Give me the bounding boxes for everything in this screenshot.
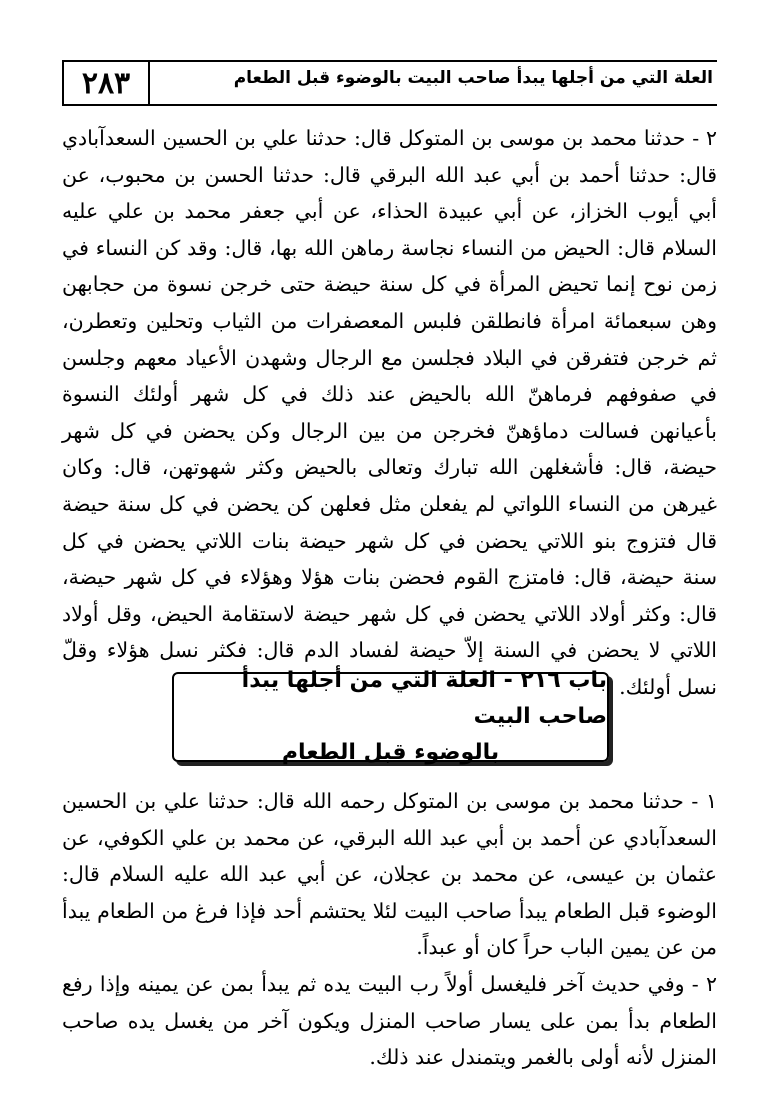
- page-header: [62, 60, 717, 106]
- hadith-paragraph-2: ١ - حدثنا محمد بن موسى بن المتوكل رحمه الله قال: حدثنا علي بن الحسين السعدآبادي عن أحمد بن أبي عبد الله البرقي، عن محمد بن علي الكوفي، عن عثمان بن عيسى، عن محمد بن عجلان، عن أبي عبد الله عليه السلام قال: الوضوء قبل الطعام يبدأ صاحب البيت لئلا يحتشم أحد فإذا فرغ من الطعام يبدأ من عن يمين الباب حراً كان أو عبداً.: [62, 789, 717, 960]
- chapter-heading-box: [172, 668, 609, 765]
- hadith-paragraph-3: ٢ - وفي حديث آخر فليغسل أولاً رب البيت يده ثم يبدأ بمن عن يمينه وإذا رفع الطعام بدأ بمن على يسار صاحب المنزل ويكون آخر من يغسل يده صاحب المنزل لأنه أولى بالغمر ويتمندل عند ذلك.: [62, 972, 717, 1070]
- running-title: العلة التي من أجلها يبدأ صاحب البيت بالوضوء قبل الطعام: [233, 68, 713, 88]
- page-number: ٢٨٣: [62, 60, 150, 106]
- chapter-heading-line-1: باب ٢١٦ - العلة التي من أجلها يبدأ صاحب البيت: [241, 668, 607, 729]
- chapter-heading-line-2: بالوضوء قبل الطعام: [281, 740, 500, 765]
- hadith-paragraph-1: ٢ - حدثنا محمد بن موسى بن المتوكل قال: حدثنا علي بن الحسين السعدآبادي قال: حدثنا أحمد بن أبي عبد الله البرقي قال: حدثنا الحسن بن محبوب، عن أبي أيوب الخزاز، عن أبي عبيدة الحذاء، عن أبي جعفر محمد بن علي عليه السلام قال: الحيض من النساء نجاسة رماهن الله بها، قال: وقد كن النساء في زمن نوح إنما تحيض المرأة في كل سنة حيضة حتى خرجن نسوة من حجابهن وهن سبعمائة امرأة فانطلقن فلبس المعصفرات من الثياب وتحلين وتعطرن، ثم خرجن فتفرقن في البلاد فجلسن مع الرجال وشهدن الأعياد معهم وجلسن في صفوفهم فرماهنّ الله بالحيض عند ذلك في كل شهر أولئك النسوة بأعيانهن فسالت دماؤهنّ فخرجن من بين الرجال وكن يحضن في كل شهر حيضة، قال: فأشغلهن الله تبارك وتعالى بالحيض وكثر شهوتهن، قال: وكان غيرهن من النساء اللواتي لم يفعلن مثل فعلهن كن يحضن في كل سنة حيضة قال فتزوج بنو اللاتي يحضن في كل شهر حيضة بنات اللاتي يحضن في كل سنة حيضة، قال: فامتزج القوم فحضن بنات هؤلا وهؤلاء في كل شهر حيضة، قال: وكثر أولاد اللاتي يحضن في كل شهر حيضة لاستقامة الحيض، وقل أولاد اللاتي لا يحضن في السنة إلاّ حيضة لفساد الدم قال: فكثر نسل هؤلاء وقلّ نسل أولئك.: [62, 126, 717, 699]
